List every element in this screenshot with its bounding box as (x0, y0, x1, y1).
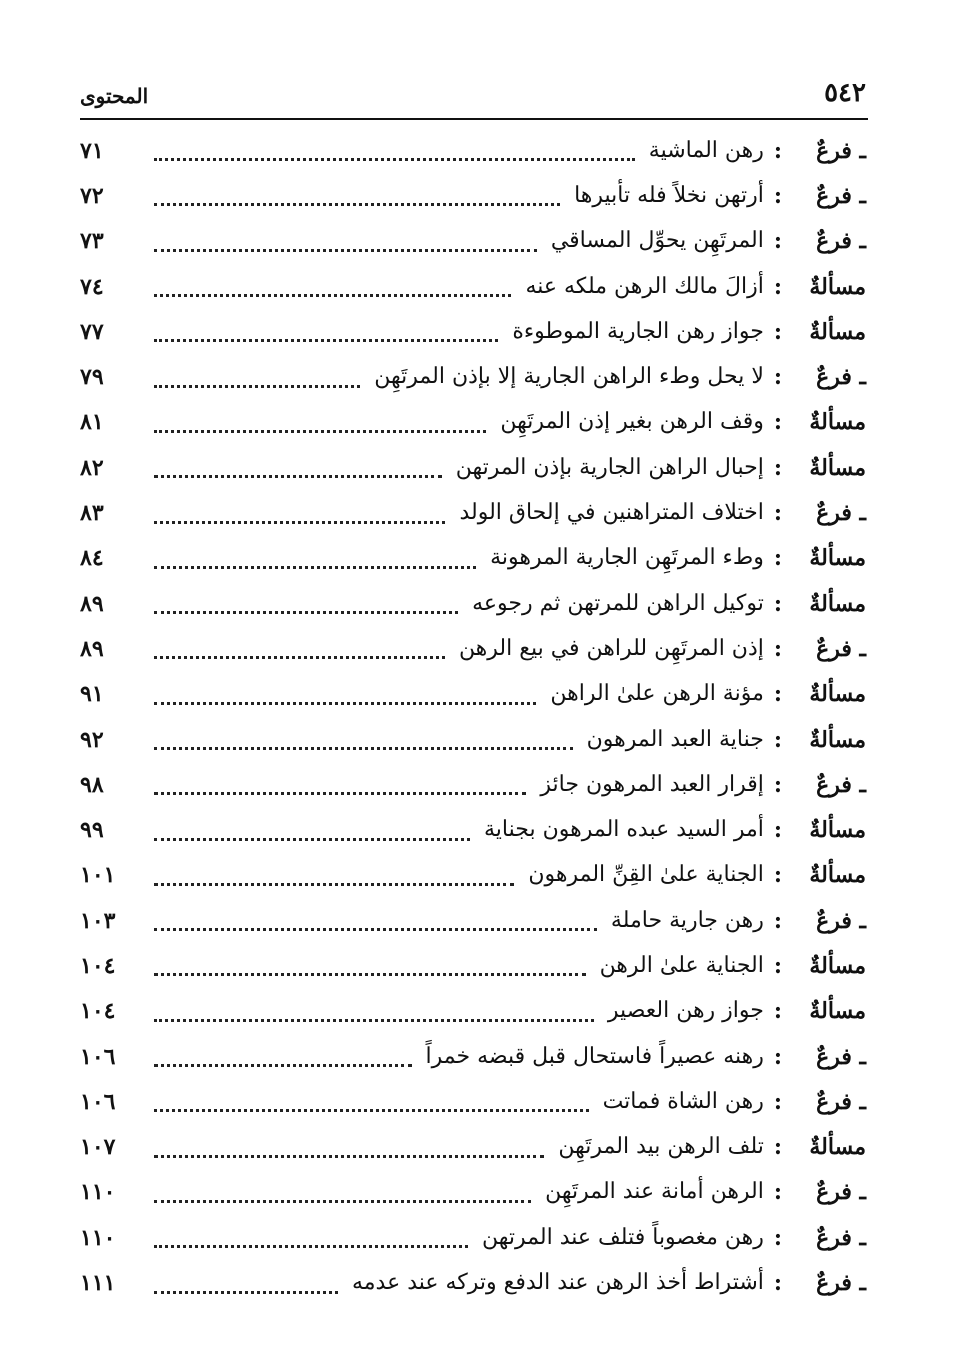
entry-title: اختلاف المتراهنين في إلحاق الولد (459, 500, 764, 526)
entry-separator: : (773, 545, 782, 572)
toc-entry (80, 354, 866, 399)
entry-separator: : (773, 998, 782, 1025)
dot-leader (154, 770, 526, 795)
toc-entry (80, 1125, 866, 1170)
entry-page-number: ١٠٣ (80, 907, 116, 934)
dot-leader (154, 861, 514, 886)
entry-page-number: ٨٩ (80, 590, 104, 617)
toc-entry (80, 219, 866, 264)
toc-entry (80, 898, 866, 943)
entry-title: جناية العبد المرهون (586, 726, 764, 752)
toc-entry (80, 1215, 866, 1260)
entry-page-number: ٧١ (80, 137, 104, 164)
entry-label: ـ فرعٌ (816, 364, 866, 391)
dot-leader (154, 951, 586, 976)
entry-label: مسألةٌ (809, 681, 866, 708)
entry-label: ـ فرعٌ (816, 500, 866, 527)
entry-title: أزالَ مالك الرهن ملكه عنه (525, 273, 764, 299)
entry-title: رهن مغصوباً فتلف عند المرتهن (482, 1224, 764, 1250)
running-title: المحتوى (80, 84, 149, 108)
toc-entry (80, 536, 866, 581)
dot-leader (154, 680, 536, 705)
dot-leader (154, 997, 594, 1022)
toc-entry (80, 717, 866, 762)
dot-leader (154, 1087, 589, 1112)
entry-label: مسألةٌ (809, 952, 866, 979)
toc-entry (80, 400, 866, 445)
dot-leader (154, 499, 445, 524)
entry-separator: : (773, 817, 782, 844)
header-rule (80, 118, 868, 120)
dot-leader (154, 272, 511, 297)
entry-page-number: ٧٩ (80, 364, 104, 391)
entry-separator: : (773, 862, 782, 889)
dot-leader (154, 227, 537, 252)
toc-entry (80, 853, 866, 898)
toc-entry (80, 173, 866, 218)
entry-separator: : (773, 952, 782, 979)
dot-leader (154, 317, 498, 342)
dot-leader (154, 453, 442, 478)
toc-entry (80, 1079, 866, 1124)
entry-label: مسألةٌ (809, 998, 866, 1025)
entry-page-number: ١١١ (80, 1270, 116, 1297)
entry-page-number: ٨٣ (80, 500, 104, 527)
dot-leader (154, 408, 486, 433)
entry-separator: : (773, 1224, 782, 1251)
page-header (80, 78, 866, 112)
entry-separator: : (773, 726, 782, 753)
entry-separator: : (773, 590, 782, 617)
entry-separator: : (773, 1270, 782, 1297)
entry-separator: : (773, 364, 782, 391)
entry-label: مسألةٌ (809, 726, 866, 753)
entry-page-number: ٧٤ (80, 273, 104, 300)
table-of-contents (80, 128, 866, 1306)
entry-title: الجناية علىٰ القِنِّ المرهون (528, 862, 764, 888)
entry-label: ـ فرعٌ (816, 228, 866, 255)
entry-page-number: ٧٧ (80, 318, 104, 345)
entry-separator: : (773, 273, 782, 300)
entry-page-number: ١٠٦ (80, 1088, 116, 1115)
page-number: ٥٤٢ (824, 78, 866, 108)
toc-entry (80, 1170, 866, 1215)
entry-separator: : (773, 409, 782, 436)
entry-label: مسألةٌ (809, 1134, 866, 1161)
entry-page-number: ٩١ (80, 681, 104, 708)
entry-title: إقرار العبد المرهون جائز (540, 771, 764, 797)
entry-page-number: ١٠١ (80, 862, 116, 889)
entry-separator: : (773, 137, 782, 164)
toc-entry (80, 672, 866, 717)
entry-page-number: ١٠٦ (80, 1043, 116, 1070)
entry-title: إذن المرتَهِن للراهن في بيع الرهن (458, 635, 764, 661)
entry-title: وقف الرهن بغير إذن المرتَهِن (500, 409, 764, 435)
dot-leader (154, 1269, 338, 1294)
entry-label: مسألةٌ (809, 409, 866, 436)
dot-leader (154, 544, 476, 569)
entry-title: وطء المرتَهِن الجارية المرهونة (490, 545, 764, 571)
toc-entry (80, 1034, 866, 1079)
entry-separator: : (773, 1134, 782, 1161)
entry-label: مسألةٌ (809, 318, 866, 345)
toc-entry (80, 626, 866, 671)
entry-label: مسألةٌ (809, 590, 866, 617)
entry-separator: : (773, 681, 782, 708)
entry-label: ـ فرعٌ (816, 1224, 866, 1251)
dot-leader (154, 906, 597, 931)
toc-entry (80, 1260, 866, 1305)
entry-label: ـ فرعٌ (816, 137, 866, 164)
entry-title: رهن الماشية (648, 137, 764, 163)
toc-entry (80, 989, 866, 1034)
entry-page-number: ١٠٤ (80, 998, 116, 1025)
toc-entry (80, 762, 866, 807)
entry-title: رهن الشاة فماتت (602, 1088, 764, 1114)
entry-title: أمر السيد عبده المرهون بجناية (484, 817, 764, 843)
toc-entry (80, 264, 866, 309)
entry-title: مؤنة الرهن علىٰ الراهن (550, 681, 764, 707)
entry-separator: : (773, 182, 782, 209)
entry-label: ـ فرعٌ (816, 635, 866, 662)
entry-title: إحبال الراهن الجارية بإذن المرتهن (455, 454, 764, 480)
entry-page-number: ٨٩ (80, 635, 104, 662)
entry-label: مسألةٌ (809, 273, 866, 300)
dot-leader (154, 589, 458, 614)
toc-entry (80, 309, 866, 354)
entry-title: رهنه عصيراً فاستحال قبل قبضه خمراً (425, 1043, 764, 1069)
entry-title: المرتَهِن يحوِّل المساقي (550, 228, 764, 254)
entry-title: جواز رهن الجارية الموطوءة (512, 318, 764, 344)
entry-separator: : (773, 500, 782, 527)
entry-title: جواز رهن العصير (607, 998, 764, 1024)
dot-leader (154, 363, 360, 388)
entry-page-number: ٨٢ (80, 454, 104, 481)
entry-label: مسألةٌ (809, 545, 866, 572)
entry-label: ـ فرعٌ (816, 1179, 866, 1206)
toc-entry (80, 807, 866, 852)
entry-page-number: ٩٢ (80, 726, 104, 753)
toc-entry (80, 128, 866, 173)
entry-separator: : (773, 771, 782, 798)
entry-page-number: ٨١ (80, 409, 104, 436)
entry-title: أشتراط أخذ الرهن عند الدفع وتركه عند عدمه (351, 1270, 764, 1296)
dot-leader (154, 816, 470, 841)
entry-label: مسألةٌ (809, 862, 866, 889)
entry-label: ـ فرعٌ (816, 907, 866, 934)
entry-label: مسألةٌ (809, 817, 866, 844)
dot-leader (154, 181, 560, 206)
entry-separator: : (773, 228, 782, 255)
dot-leader (154, 1178, 531, 1203)
entry-title: لا يحل وطء الراهن الجارية إلا بإذن المرتَهِن (374, 364, 764, 390)
entry-label: ـ فرعٌ (816, 1088, 866, 1115)
entry-page-number: ٧٣ (80, 228, 104, 255)
entry-page-number: ١٠٧ (80, 1134, 116, 1161)
toc-entry (80, 445, 866, 490)
toc-entry (80, 490, 866, 535)
dot-leader (154, 634, 445, 659)
entry-page-number: ٧٢ (80, 182, 104, 209)
entry-page-number: ٨٤ (80, 545, 104, 572)
entry-label: مسألةٌ (809, 454, 866, 481)
entry-title: تلف الرهن بيد المرتَهِن (558, 1134, 764, 1160)
entry-title: أرتهن نخلاً فله تأبيرها (574, 182, 764, 208)
entry-page-number: ١١٠ (80, 1179, 116, 1206)
entry-separator: : (773, 907, 782, 934)
toc-entry (80, 581, 866, 626)
entry-separator: : (773, 635, 782, 662)
entry-title: الجناية علىٰ الرهن (599, 952, 764, 978)
entry-page-number: ٩٨ (80, 771, 104, 798)
entry-label: ـ فرعٌ (816, 771, 866, 798)
entry-title: الرهن أمانة عند المرتَهِن (545, 1179, 764, 1205)
dot-leader (154, 136, 635, 161)
entry-page-number: ٩٩ (80, 817, 104, 844)
entry-title: رهن جارية حاملة (610, 907, 764, 933)
dot-leader (154, 1042, 412, 1067)
entry-separator: : (773, 1179, 782, 1206)
dot-leader (154, 1133, 544, 1158)
entry-separator: : (773, 318, 782, 345)
entry-title: توكيل الراهن للمرتهن ثم رجوعه (472, 590, 764, 616)
entry-separator: : (773, 454, 782, 481)
entry-label: ـ فرعٌ (816, 182, 866, 209)
entry-page-number: ١٠٤ (80, 952, 116, 979)
entry-separator: : (773, 1088, 782, 1115)
entry-label: ـ فرعٌ (816, 1270, 866, 1297)
toc-entry (80, 943, 866, 988)
dot-leader (154, 725, 573, 750)
dot-leader (154, 1223, 468, 1248)
entry-separator: : (773, 1043, 782, 1070)
entry-page-number: ١١٠ (80, 1224, 116, 1251)
entry-label: ـ فرعٌ (816, 1043, 866, 1070)
